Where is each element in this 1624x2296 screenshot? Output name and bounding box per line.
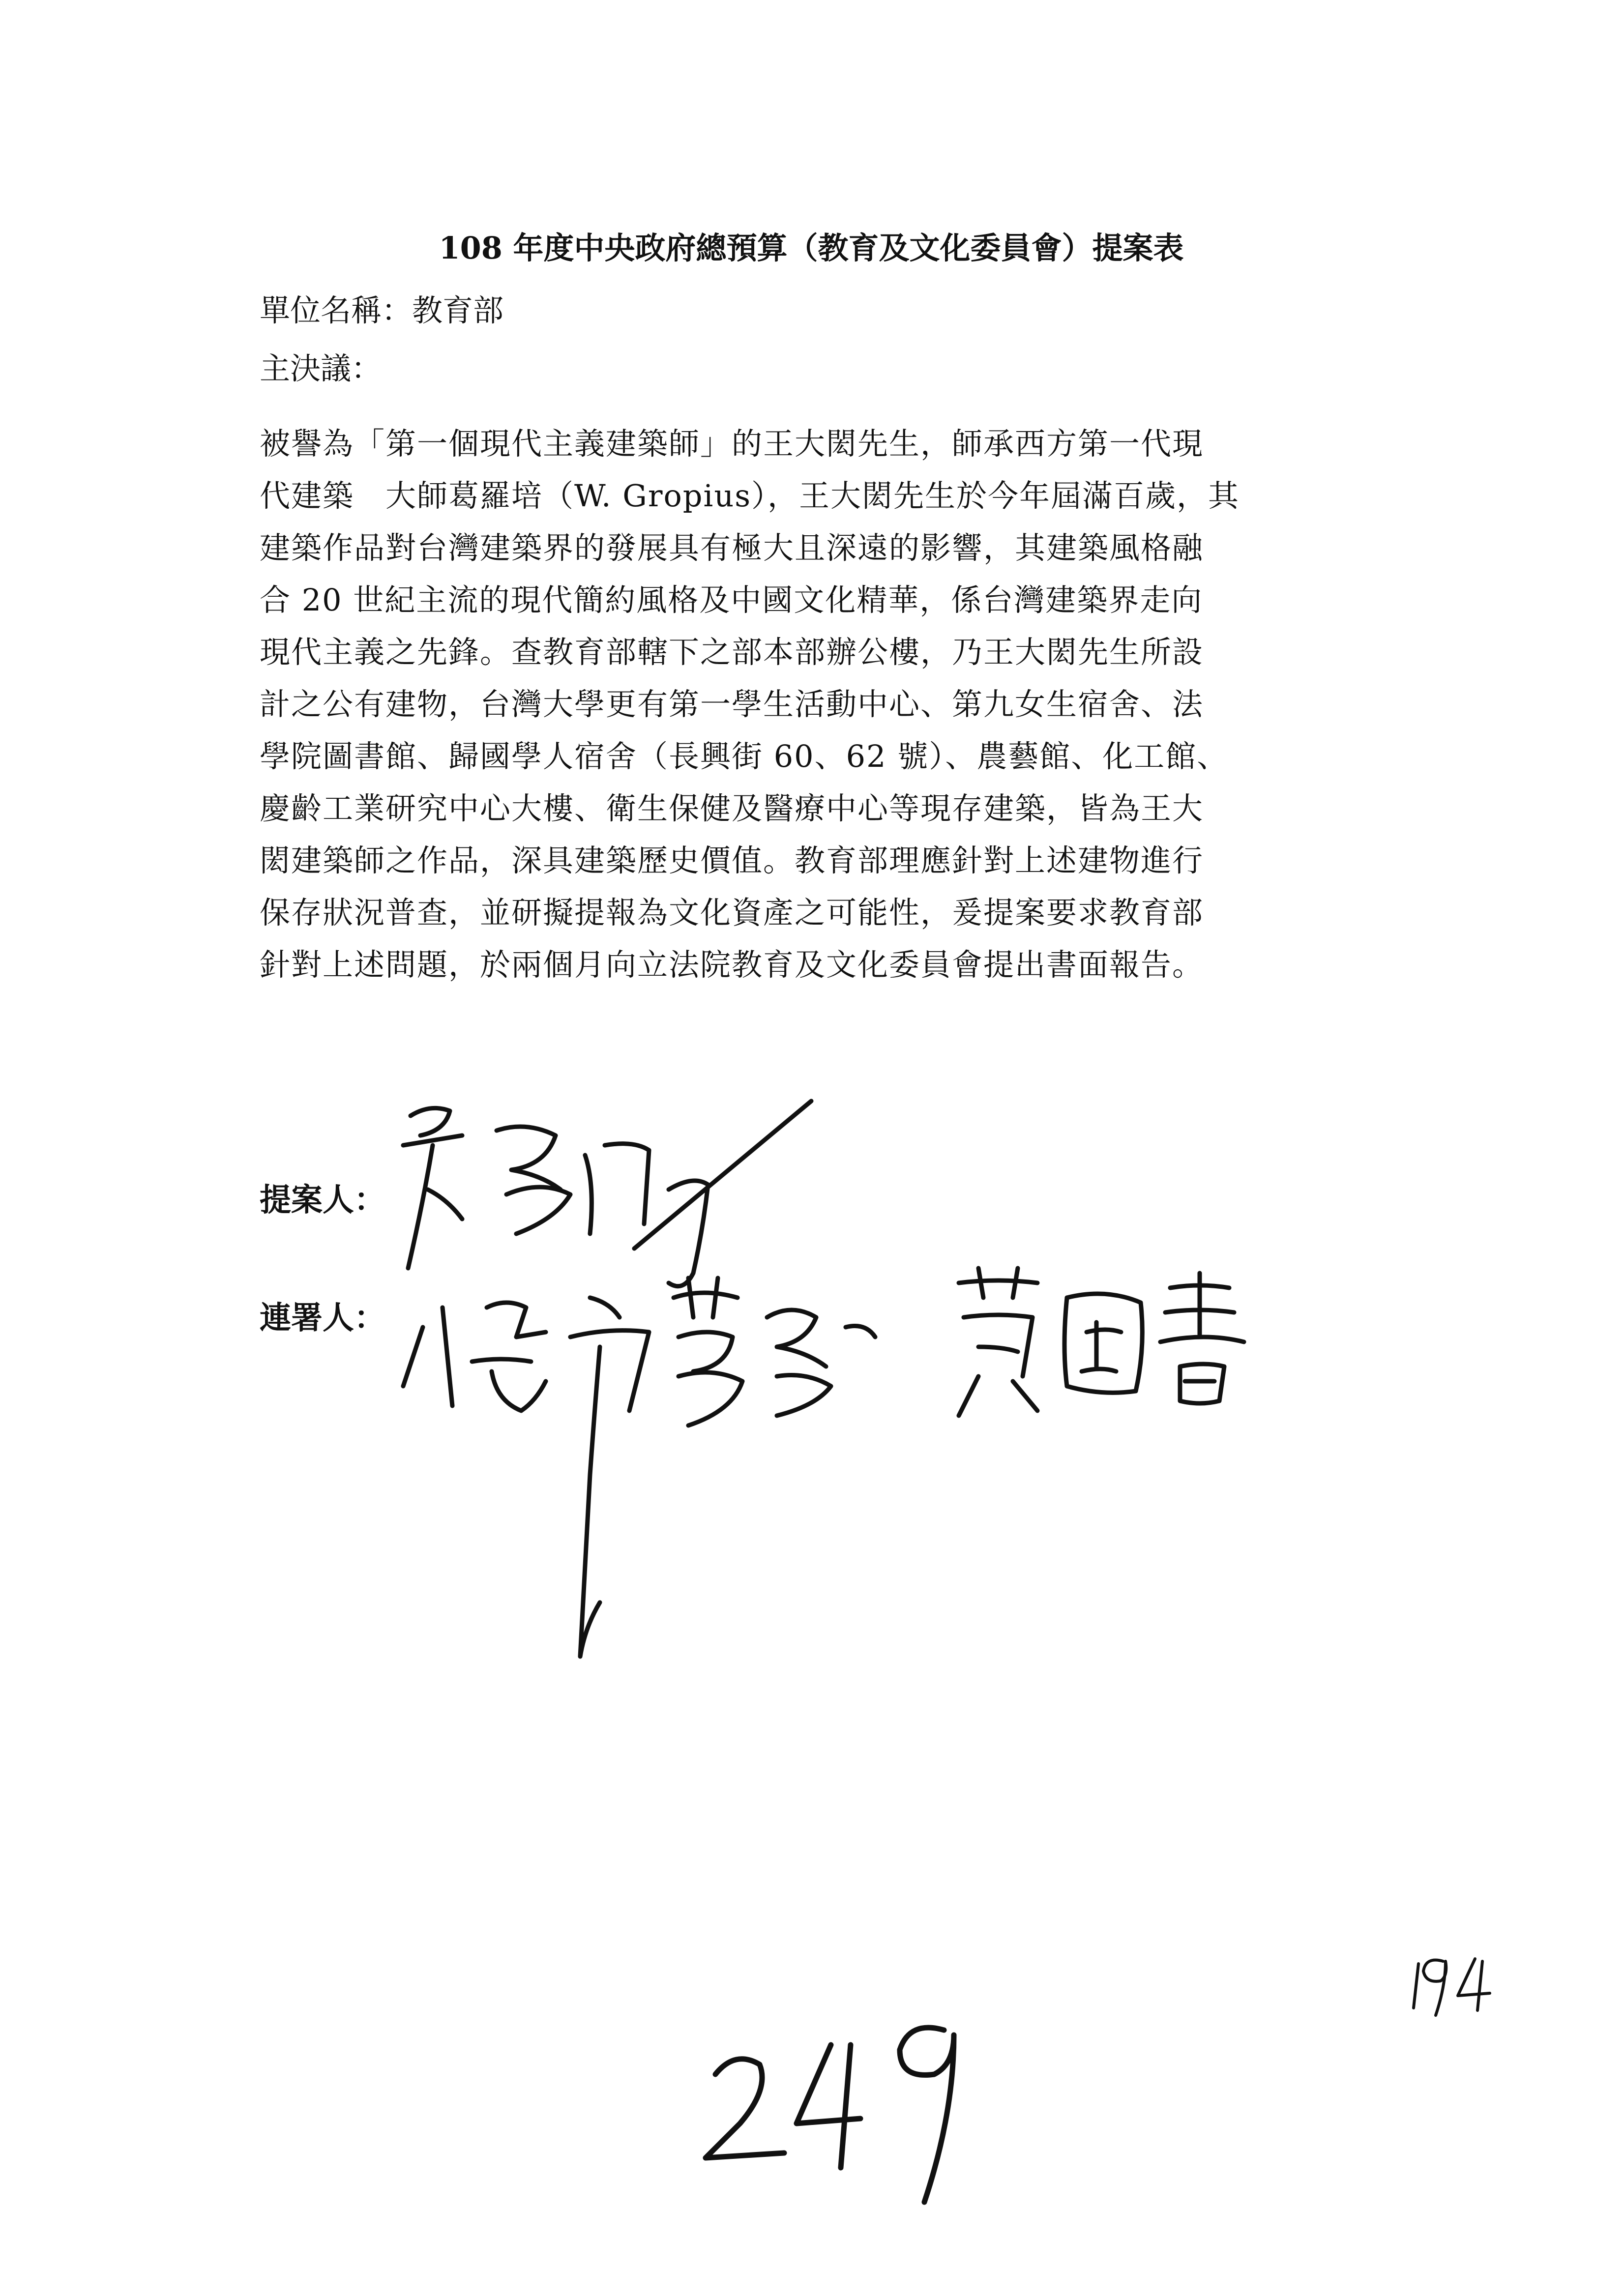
body-line: 保存狀況普查，並研擬提報為文化資產之可能性，爰提案要求教育部 xyxy=(260,895,1204,930)
body-line: 學院圖書館、歸國學人宿舍（長興街 60、62 號）、農藝館、化工館、 xyxy=(260,738,1229,774)
body-line: 建築作品對台灣建築界的發展具有極大且深遠的影響，其建築風格融 xyxy=(260,530,1204,566)
unit-name: 單位名稱：教育部 xyxy=(260,292,504,328)
body-line: 計之公有建物，台灣大學更有第一學生活動中心、第九女生宿舍、法 xyxy=(260,686,1204,722)
proposer-label: 提案人： xyxy=(260,1182,385,1219)
handwritten-corner-number xyxy=(1414,1959,1490,2015)
body-line: 現代主義之先鋒。查教育部轄下之部本部辦公樓，乃王大閎先生所設 xyxy=(260,634,1204,670)
body-line: 慶齡工業研究中心大樓、衛生保健及醫療中心等現存建築，皆為王大 xyxy=(260,790,1204,826)
body-line: 閎建築師之作品，深具建築歷史價值。教育部理應針對上述建物進行 xyxy=(260,843,1204,878)
cosigner-signature-1 xyxy=(403,1298,649,1657)
body-line: 合 20 世紀主流的現代簡約風格及中國文化精華，係台灣建築界走向 xyxy=(260,582,1203,618)
cosigner-label: 連署人： xyxy=(260,1300,385,1337)
handwritten-page-number xyxy=(706,2028,954,2202)
proposer-signature xyxy=(403,1101,811,1286)
body-line: 被譽為「第一個現代主義建築師」的王大閎先生，師承西方第一代現 xyxy=(260,426,1204,462)
resolution-label: 主決議： xyxy=(260,350,382,386)
body-line: 代建築 大師葛羅培（W. Gropius），王大閎先生於今年屆滿百歲，其 xyxy=(260,478,1240,514)
cosigner-signature-3 xyxy=(959,1268,1244,1416)
body-line: 針對上述問題，於兩個月向立法院教育及文化委員會提出書面報告。 xyxy=(260,947,1204,983)
cosigner-signature-2 xyxy=(674,1278,875,1425)
document-title: 108 年度中央政府總預算（教育及文化委員會）提案表 xyxy=(439,230,1184,266)
